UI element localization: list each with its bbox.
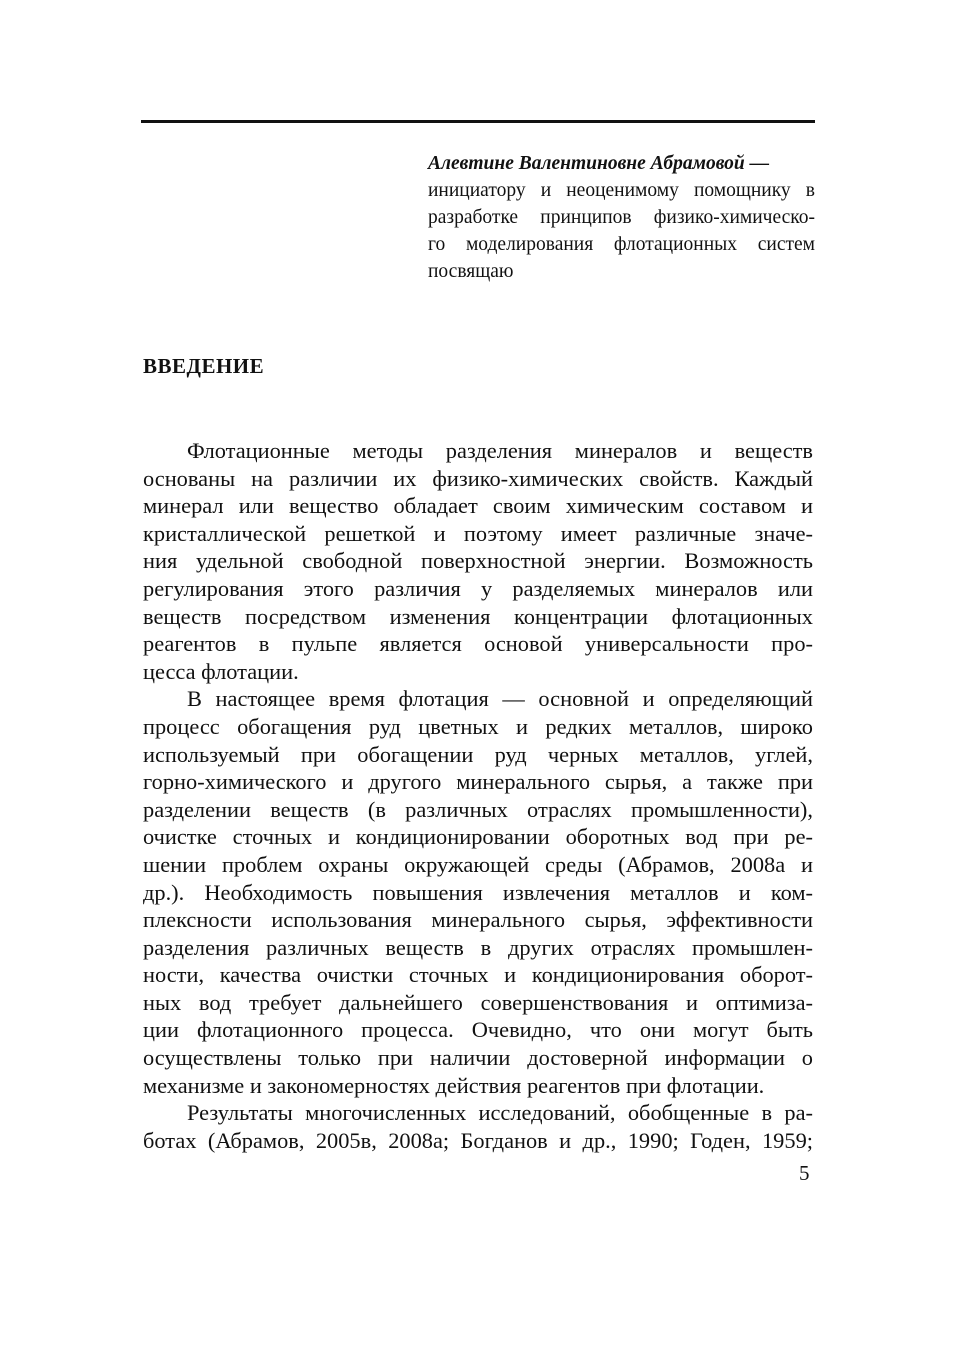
paragraph-line: цесса флотации.	[143, 658, 299, 684]
paragraph-line: горно-химического и другого минерального сырья, а также при	[143, 769, 813, 795]
paragraph-line: очистке сточных и кондиционировании оборотных вод при ре-	[143, 824, 813, 850]
paragraph-line: ных вод требует дальнейшего совершенствования и оптимиза-	[143, 989, 813, 1015]
paragraph-line: кристаллической решеткой и поэтому имеет различные значе-	[143, 520, 813, 546]
paragraph-line: процесс обогащения руд цветных и редких металлов, широко	[143, 713, 813, 739]
paragraph-line: ности, качества очистки сточных и кондиционирования оборот-	[143, 962, 813, 988]
dedication-name: Алевтине Валентиновне Абрамовой —	[428, 153, 770, 174]
dedication-line: разработке принципов физико-химическо-	[428, 207, 815, 228]
dedication-line: инициатору и неоценимому помощнику в	[428, 180, 815, 201]
paragraph-line: разделения различных веществ в других отраслях промышлен-	[143, 934, 813, 960]
paragraph-line: минерал или вещество обладает своим химическим составом и	[143, 493, 813, 519]
paragraph-line: осуществлены только при наличии достоверной информации о	[143, 1045, 813, 1071]
paragraph-line: ции флотационного процесса. Очевидно, что они могут быть	[143, 1017, 813, 1043]
paragraph-line: механизме и закономерностях действия реагентов при флотации.	[143, 1072, 765, 1098]
dedication-line: посвящаю	[428, 261, 514, 282]
paragraph-line: разделении веществ (в различных отраслях промышленности),	[143, 796, 813, 822]
paragraph	[143, 437, 813, 685]
paragraph-line: плексности использования минерального сырья, эффективности	[143, 907, 813, 933]
page-number: 5	[799, 1161, 810, 1185]
paragraph-line: Результаты многочисленных исследований, обобщенные в ра-	[187, 1100, 813, 1126]
dedication	[428, 150, 815, 285]
paragraph-line: Флотационные методы разделения минералов и веществ	[187, 438, 813, 463]
dedication-line: го моделирования флотационных систем	[428, 234, 815, 255]
paragraph	[143, 685, 813, 1099]
paragraph-line: веществ посредством изменения концентрации флотационных	[143, 603, 813, 629]
paragraph-line: ботах (Абрамов, 2005в, 2008а; Богданов и др., 1990; Годен, 1959;	[143, 1127, 813, 1153]
paragraph-line: шении проблем охраны окружающей среды (Абрамов, 2008а и	[143, 851, 813, 877]
paragraph-line: др.). Необходимость повышения извлечения металлов и ком-	[143, 879, 813, 905]
body-text	[143, 437, 813, 1154]
paragraph-line: ния удельной свободной поверхностной энергии. Возможность	[143, 548, 813, 574]
paragraph	[143, 1099, 813, 1154]
paragraph-line: основаны на различии их физико-химических свойств. Каждый	[143, 465, 813, 491]
paragraph-line: реагентов в пульпе является основой универсальности про-	[143, 631, 813, 657]
section-heading: ВВЕДЕНИЕ	[143, 354, 265, 378]
header-rule	[141, 120, 815, 123]
paragraph-line: используемый при обогащении руд черных металлов, углей,	[143, 741, 813, 767]
paragraph-line: регулирования этого различия у разделяемых минералов или	[143, 575, 813, 601]
paragraph-line: В настоящее время флотация — основной и определяющий	[187, 686, 813, 712]
